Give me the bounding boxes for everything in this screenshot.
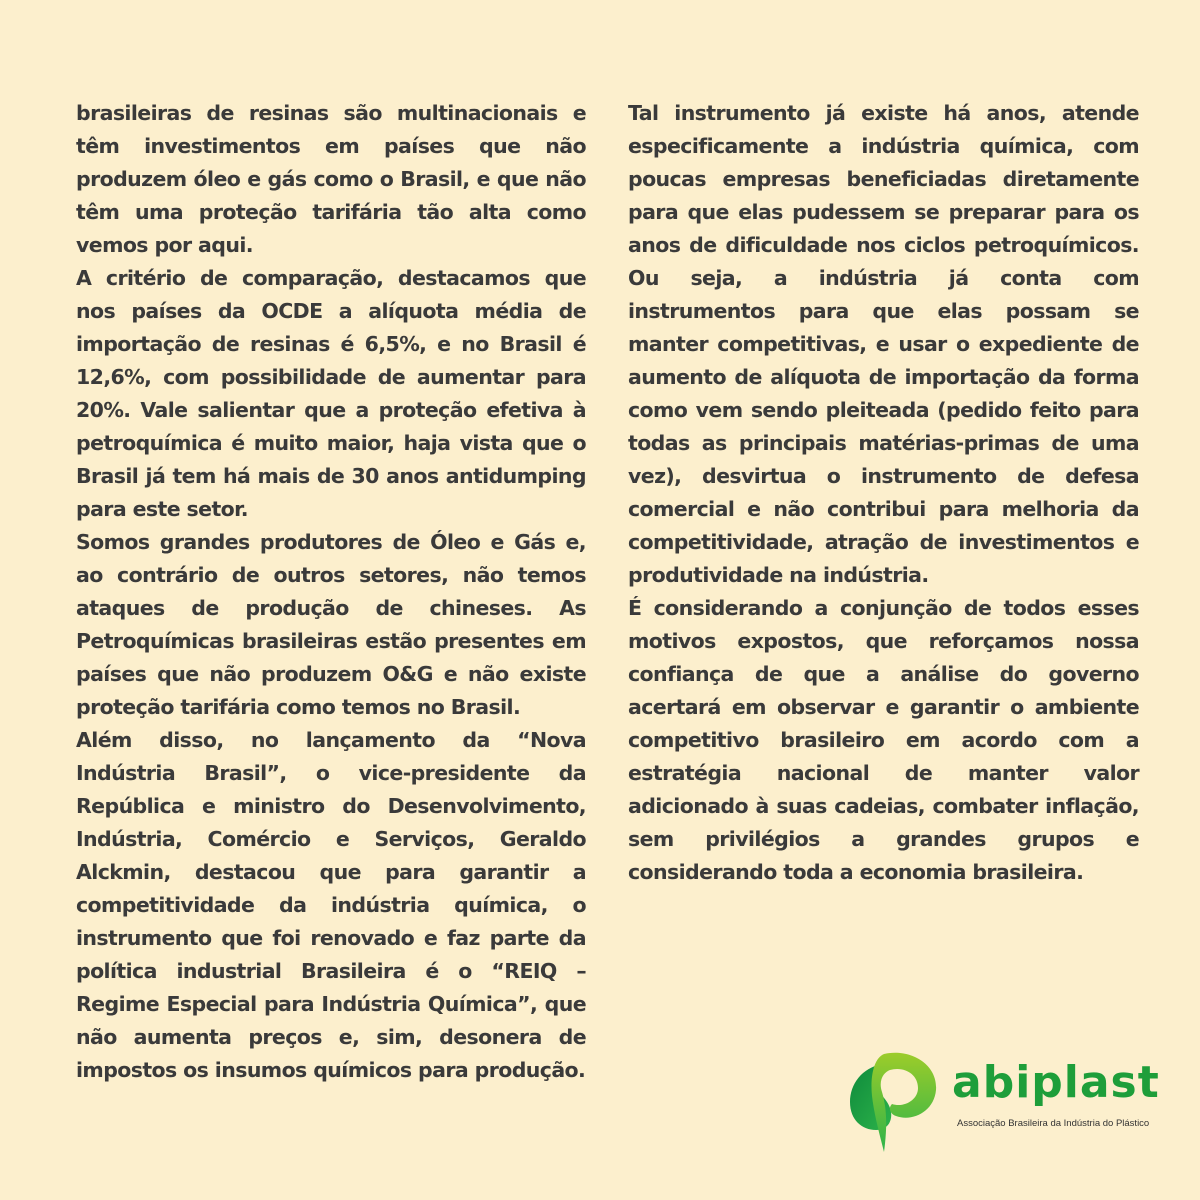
abiplast-logo-icon — [848, 1050, 940, 1154]
abiplast-wordmark: abiplast — [952, 1057, 1160, 1108]
paragraph: Somos grandes produtores de Óleo e Gás e, ao contrário de outros setores, não temos ataques de produção de chineses. As Petroquímicas brasileiras estão presentes em países que não produzem O&G e não existe proteção tarifária como temos no Brasil. — [76, 530, 586, 719]
right-text-column — [628, 97, 1139, 889]
paragraph: Além disso, no lançamento da “Nova Indústria Brasil”, o vice-presidente da República e ministro do Desenvolvimento, Indústria, Comércio e Serviços, Geraldo Alckmin, destacou que para garantir a competitividade da indústria química, o instrumento que foi renovado e faz parte da política industrial Brasileira é o “REIQ – Regime Especial para Indústria Química”, que não aumenta preços e, sim, desonera de impostos os insumos químicos para produção. — [76, 728, 586, 1082]
left-text-column — [76, 97, 586, 1087]
paragraph: A critério de comparação, destacamos que nos países da OCDE a alíquota média de importação de resinas é 6,5%, e no Brasil é 12,6%, com possibilidade de aumentar para 20%. Vale salientar que a proteção efetiva à petroquímica é muito maior, haja vista que o Brasil já tem há mais de 30 anos antidumping para este setor. — [76, 266, 586, 521]
abiplast-logo — [848, 1050, 1160, 1160]
paragraph: É considerando a conjunção de todos esses motivos expostos, que reforçamos nossa confiança de que a análise do governo acertará em observar e garantir o ambiente competitivo brasileiro em acordo com a estratégia nacional de manter valor adicionado à suas cadeias, combater inflação, sem privilégios a grandes grupos e considerando toda a economia brasileira. — [628, 596, 1139, 884]
paragraph: brasileiras de resinas são multinacionais e têm investimentos em países que não produzem óleo e gás como o Brasil, e que não têm uma proteção tarifária tão alta como vemos por aqui. — [76, 101, 586, 257]
abiplast-tagline: Associação Brasileira da Indústria do Plástico — [957, 1118, 1150, 1129]
paragraph: Tal instrumento já existe há anos, atende especificamente a indústria química, com poucas empresas beneficiadas diretamente para que elas pudessem se preparar para os anos de dificuldade nos ciclos petroquímicos. Ou seja, a indústria já conta com instrumentos para que elas possam se manter competitivas, e usar o expediente de aumento de alíquota de importação da forma como vem sendo pleiteada (pedido feito para todas as principais matérias-primas de uma vez), desvirtua o instrumento de defesa comercial e não contribui para melhoria da competitividade, atração de investimentos e produtividade na indústria. — [628, 101, 1139, 587]
